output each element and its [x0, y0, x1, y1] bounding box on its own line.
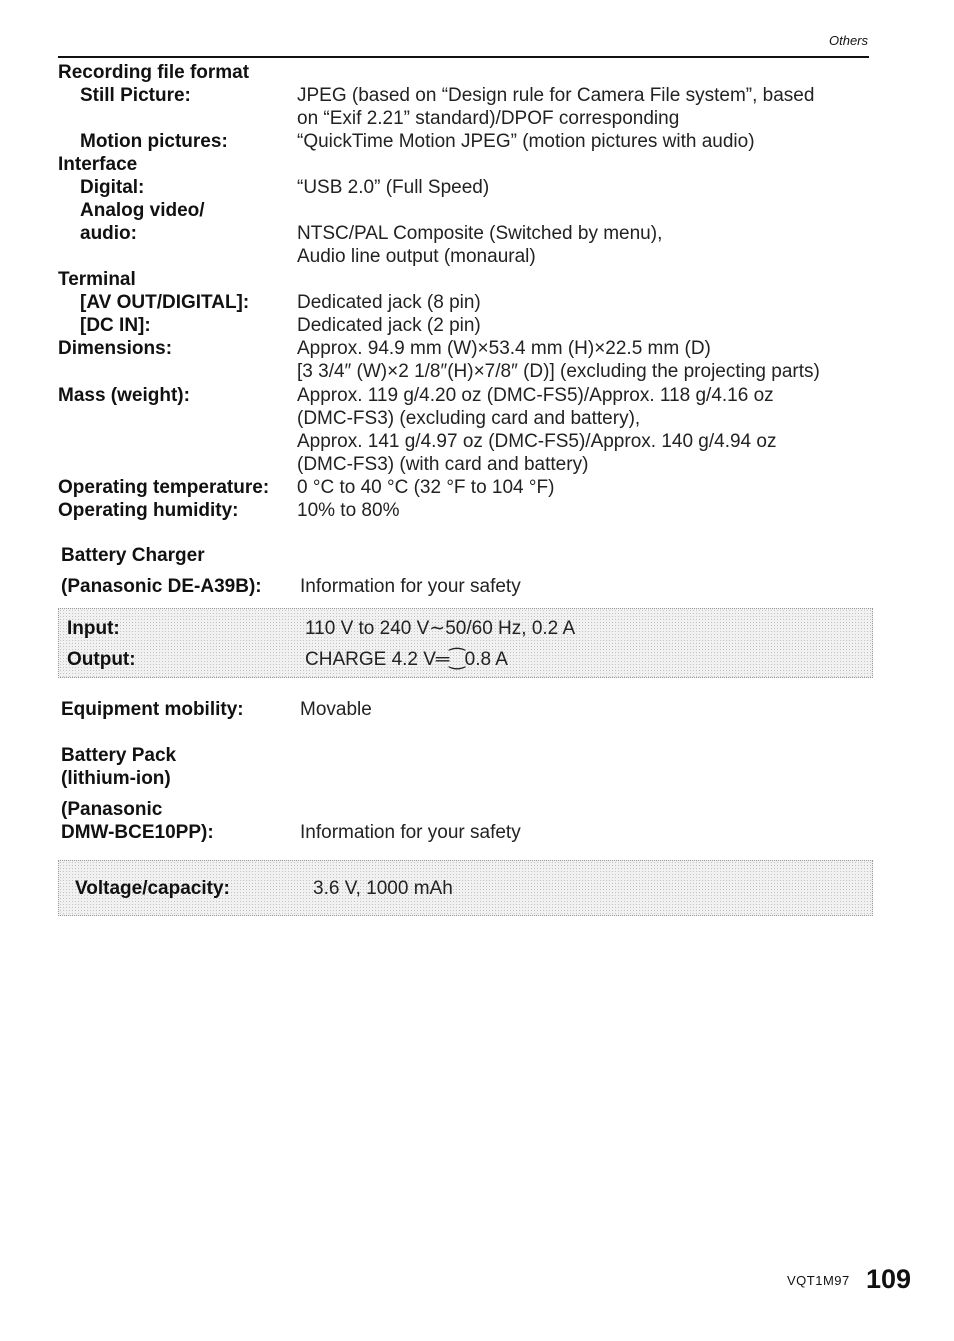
operating-humidity-label: Operating humidity:: [58, 500, 239, 521]
motion-pictures-value: “QuickTime Motion JPEG” (motion pictures with audio): [297, 131, 755, 152]
header-rule: [58, 56, 869, 58]
charger-output-value: CHARGE 4.2 V═⁐0.8 A: [305, 649, 508, 670]
charger-output-label: Output:: [67, 649, 136, 670]
charger-input-row: [67, 617, 864, 640]
analog-label-line-1: Analog video/: [80, 200, 205, 221]
operating-humidity-value: 10% to 80%: [297, 500, 400, 521]
mass-value-line-1: Approx. 119 g/4.20 oz (DMC-FS5)/Approx. 118 g/4.16 oz: [297, 385, 774, 406]
recording-format-title: Recording file format: [58, 62, 250, 83]
battery-charger-model-label: (Panasonic DE-A39B):: [61, 576, 262, 597]
motion-pictures-label: Motion pictures:: [80, 131, 228, 152]
page-number: 109: [866, 1264, 912, 1294]
dc-in-value: Dedicated jack (2 pin): [297, 315, 481, 336]
battery-pack-safety-info: Information for your safety: [300, 822, 521, 843]
dimensions-label: Dimensions:: [58, 338, 173, 359]
battery-pack-model-label-line-1: (Panasonic: [61, 799, 163, 820]
battery-pack-title-line-2: (lithium-ion): [61, 768, 171, 789]
dc-in-label: [DC IN]:: [80, 315, 151, 336]
equipment-mobility-label: Equipment mobility:: [61, 699, 244, 720]
battery-charger-safety-info: Information for your safety: [300, 576, 521, 597]
analog-label-line-2: audio:: [80, 223, 137, 244]
voltage-capacity-value: 3.6 V, 1000 mAh: [313, 878, 453, 899]
mass-value-line-3: Approx. 141 g/4.97 oz (DMC-FS5)/Approx. 140 g/4.94 oz: [297, 431, 777, 452]
analog-value-line-1: NTSC/PAL Composite (Switched by menu),: [297, 223, 663, 244]
still-picture-value-line-2: on “Exif 2.21” standard)/DPOF corresponding: [297, 108, 680, 129]
still-picture-value-line-1: JPEG (based on “Design rule for Camera File system”, based: [297, 85, 815, 106]
section-header: Others: [828, 33, 868, 48]
digital-value: “USB 2.0” (Full Speed): [297, 177, 490, 198]
charger-ratings-box: [58, 608, 873, 678]
terminal-title: Terminal: [58, 269, 136, 290]
voltage-capacity-label: Voltage/capacity:: [75, 878, 230, 899]
battery-charger-title: Battery Charger: [61, 545, 205, 566]
still-picture-label: Still Picture:: [80, 85, 191, 106]
voltage-capacity-row: [67, 877, 864, 900]
battery-pack-model-label-line-2: DMW-BCE10PP):: [61, 822, 214, 843]
battery-pack-title-line-1: Battery Pack: [61, 745, 177, 766]
analog-value-line-2: Audio line output (monaural): [297, 246, 536, 267]
digital-label: Digital:: [80, 177, 145, 198]
charger-input-label: Input:: [67, 618, 120, 639]
equipment-mobility-value: Movable: [300, 699, 372, 720]
dimensions-value-line-1: Approx. 94.9 mm (W)×53.4 mm (H)×22.5 mm (D): [297, 338, 711, 359]
mass-value-line-2: (DMC-FS3) (excluding card and battery),: [297, 408, 641, 429]
charger-output-row: [67, 648, 864, 671]
charger-input-value: 110 V to 240 V∼50/60 Hz, 0.2 A: [305, 618, 576, 639]
mass-value-line-4: (DMC-FS3) (with card and battery): [297, 454, 589, 475]
interface-title: Interface: [58, 154, 138, 175]
av-out-digital-value: Dedicated jack (8 pin): [297, 292, 481, 313]
document-code: VQT1M97: [787, 1273, 850, 1288]
mass-label: Mass (weight):: [58, 385, 190, 406]
dimensions-value-line-2: [3 3/4″ (W)×2 1/8″(H)×7/8″ (D)] (excluding the projecting parts): [297, 361, 820, 382]
av-out-digital-label: [AV OUT/DIGITAL]:: [80, 292, 250, 313]
operating-temperature-label: Operating temperature:: [58, 477, 270, 498]
operating-temperature-value: 0 °C to 40 °C (32 °F to 104 °F): [297, 477, 555, 498]
battery-pack-ratings-box: [58, 860, 873, 916]
